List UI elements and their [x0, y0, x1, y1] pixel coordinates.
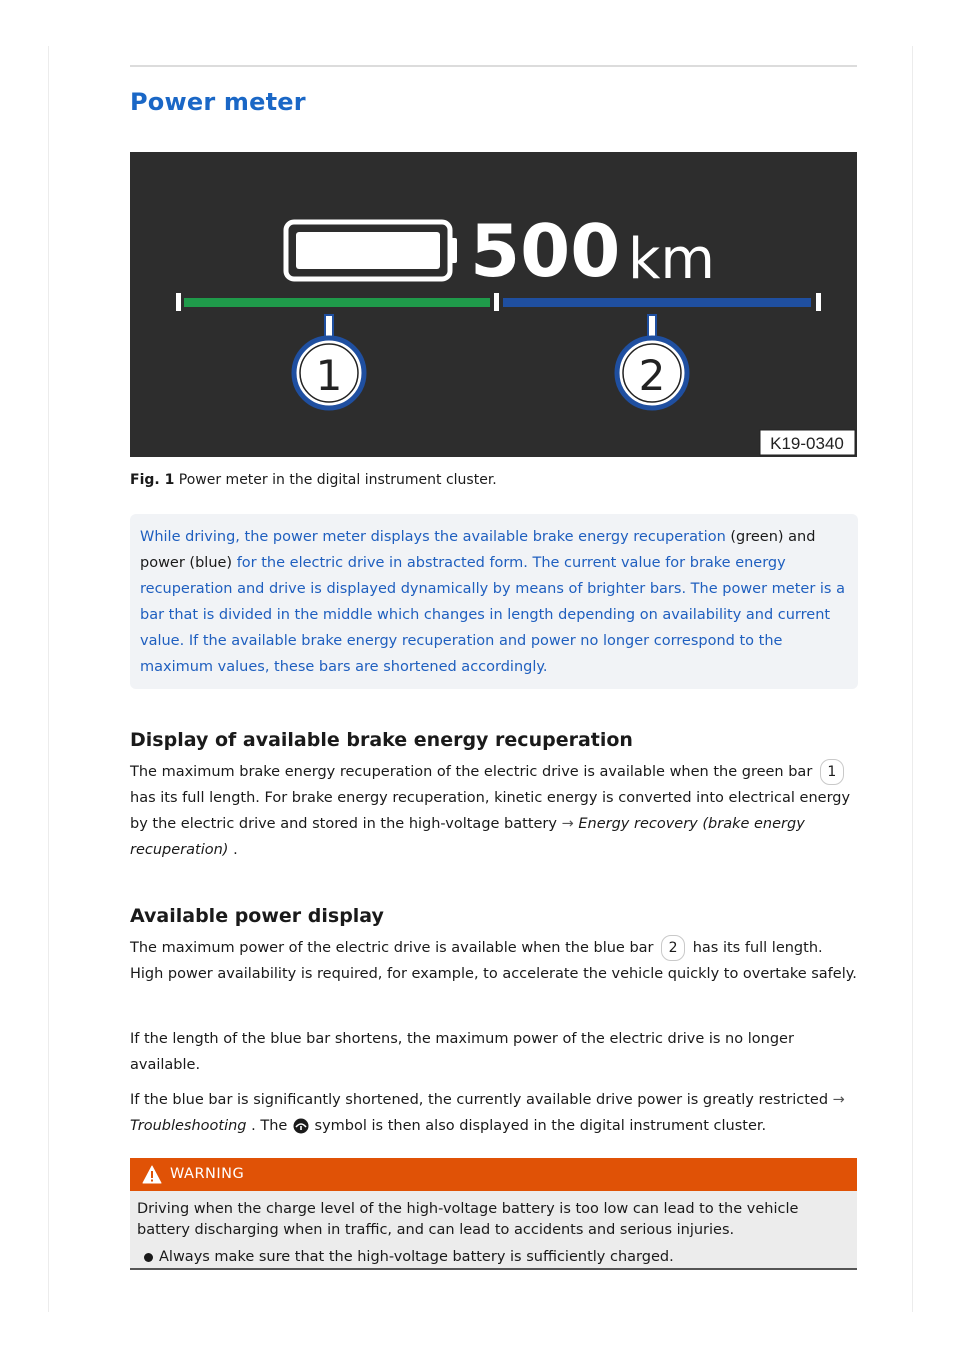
green-bar — [184, 298, 490, 307]
arrow-icon: → — [832, 1092, 845, 1108]
figure-code: K19-0340 — [770, 434, 844, 453]
section-text-power-1 — [130, 935, 857, 987]
page-title: Power meter — [130, 88, 306, 116]
arrow-icon: → — [561, 816, 574, 832]
power-meter-illustration — [130, 152, 857, 457]
bar-center-divider — [494, 293, 499, 311]
warning-text: Driving when the charge level of the high-voltage battery is too low can lead to the vehicle battery discharging when in traffic, and can lead to accidents and serious injuries. — [137, 1201, 799, 1238]
callout-1-label: 1 — [315, 351, 343, 400]
warning-bullet-item — [137, 1247, 849, 1268]
range-unit: km — [628, 227, 715, 292]
page-margin-left — [48, 46, 49, 1312]
callout-2 — [617, 315, 687, 408]
power-text-b: has its full length. High power availability is required, for example, to accelerate the vehicle quickly to overtake safely. — [130, 940, 857, 982]
info-note — [130, 514, 858, 689]
power3-text-b: . The — [251, 1118, 288, 1134]
callout-2-label: 2 — [638, 351, 666, 400]
range-value: 500 — [470, 209, 621, 293]
power-text-a: The maximum power of the electric drive is available when the blue bar — [130, 940, 654, 956]
note-part-2: (green) and power (blue) — [140, 529, 816, 571]
warning-bullet-text: Always make sure that the high-voltage battery is sufficiently charged. — [159, 1249, 674, 1265]
blue-bar — [503, 298, 811, 307]
section-heading-power: Available power display — [130, 905, 384, 927]
section-text-recuperation — [130, 759, 857, 863]
caption-label: Fig. 1 — [130, 472, 175, 488]
bar-left-end-cap — [176, 293, 181, 311]
figure-caption — [130, 472, 497, 488]
power-meter-figure — [130, 152, 857, 457]
recuperation-text-b: has its full length. For brake energy recuperation, kinetic energy is converted into electrical energy by the electric drive and stored in the high-voltage battery — [130, 790, 851, 832]
note-part-3: for the electric drive in abstracted form. The current value for brake energy recuperation and drive is displayed dynamically by means of brighter bars. The power meter is a bar that is divided in the middle which changes in length depending on availability and current value. If the available brake energy recuperation and power no longer correspond to the maximum values, these bars are shortened accordingly. — [140, 555, 845, 675]
link-troubleshooting[interactable]: Troubleshooting — [130, 1118, 247, 1134]
reference-number-2: 2 — [661, 935, 685, 961]
top-divider — [130, 65, 857, 67]
section-heading-recuperation: Display of available brake energy recuperation — [130, 729, 633, 751]
caption-text: Power meter in the digital instrument cluster. — [178, 472, 497, 488]
section-text-power-2: If the length of the blue bar shortens, the maximum power of the electric drive is no longer available. — [130, 1031, 794, 1073]
note-part-1: While driving, the power meter displays the available brake energy recuperation — [140, 529, 726, 545]
section-text-power-3 — [130, 1087, 857, 1139]
warning-title: WARNING — [170, 1166, 245, 1182]
power3-text-a: If the blue bar is significantly shortened, the currently available drive power is greatly restricted — [130, 1092, 829, 1108]
bullet-icon — [144, 1253, 153, 1262]
bar-right-end-cap — [816, 293, 821, 311]
warning-body — [130, 1191, 857, 1270]
recuperation-text-end: . — [233, 842, 238, 858]
callout-1 — [294, 315, 364, 408]
power3-text-c: symbol is then also displayed in the digital instrument cluster. — [314, 1118, 767, 1134]
reference-number-1: 1 — [820, 759, 844, 785]
warning-header — [130, 1158, 857, 1191]
warning-triangle-icon — [142, 1165, 162, 1184]
reduced-power-symbol-icon — [293, 1118, 309, 1134]
link-energy-recovery[interactable]: Energy recovery (brake energy recuperation) — [130, 816, 805, 858]
battery-icon — [286, 222, 457, 279]
recuperation-text-a: The maximum brake energy recuperation of the electric drive is available when the green bar — [130, 764, 813, 780]
page-margin-right — [912, 46, 913, 1312]
